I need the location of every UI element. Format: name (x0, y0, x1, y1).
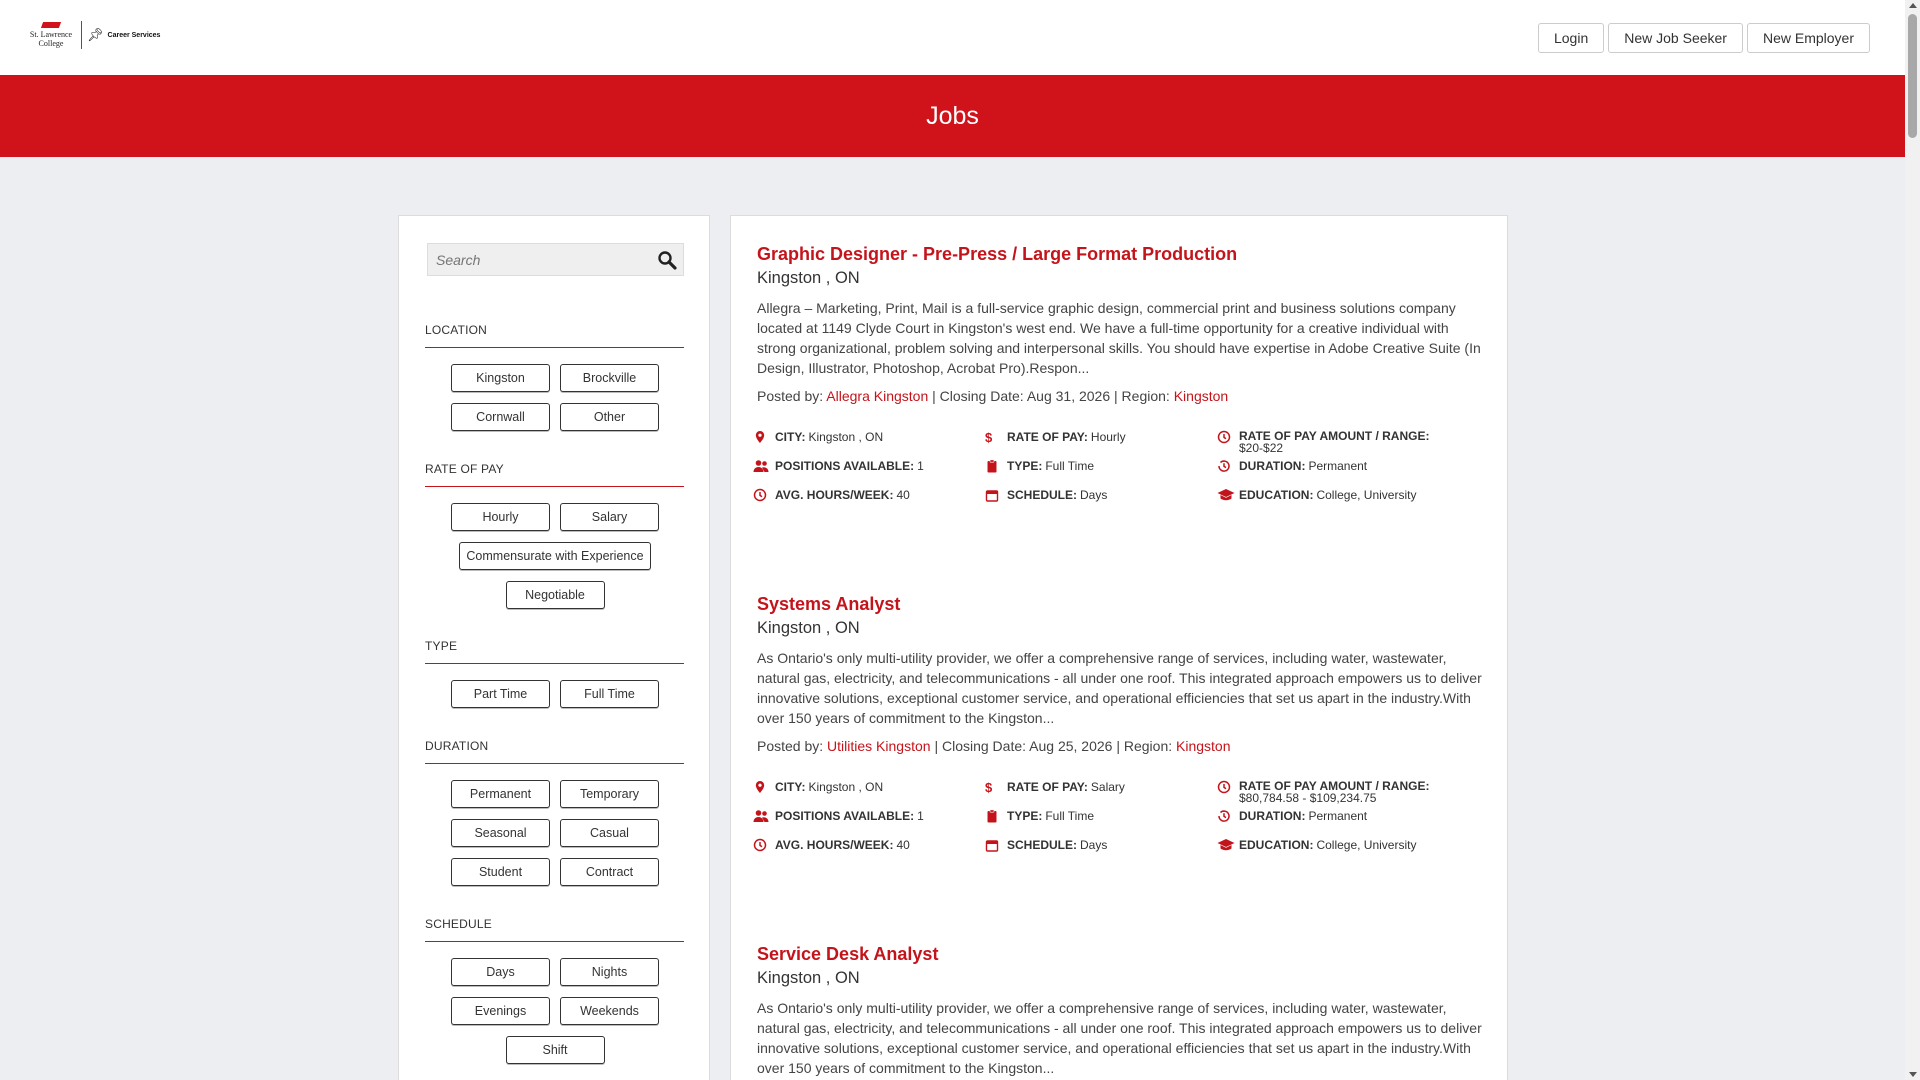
dollar-icon: $ (985, 780, 993, 795)
job-details (753, 430, 1449, 517)
duration-options (435, 780, 675, 886)
filter-permanent[interactable]: Permanent (451, 780, 550, 808)
filter-casual[interactable]: Casual (560, 819, 659, 847)
logo-flag-icon (41, 22, 61, 28)
job-card (757, 594, 1487, 754)
closing-date-label: Closing Date: (939, 388, 1024, 404)
city-label: CITY: (775, 780, 806, 794)
scrollbar-thumb[interactable] (1908, 14, 1917, 138)
job-meta (757, 388, 1487, 404)
job-card (757, 944, 1487, 1078)
filter-other[interactable]: Other (560, 403, 659, 431)
job-title-link[interactable]: Service Desk Analyst (757, 944, 939, 964)
login-button[interactable]: Login (1538, 23, 1604, 53)
city-label: CITY: (775, 430, 806, 444)
page-scrollbar[interactable] (1905, 0, 1920, 1080)
logo-mark (26, 22, 76, 48)
range-value: $80,784.58 - $109,234.75 (1239, 791, 1377, 805)
auth-buttons (1538, 23, 1870, 53)
college-logo[interactable] (26, 20, 160, 50)
dollar-icon: $ (985, 430, 993, 445)
hours-value: 40 (896, 838, 910, 852)
users-icon (753, 459, 775, 476)
education-value: College, University (1316, 488, 1417, 502)
top-bar (0, 0, 1905, 75)
job-location: Kingston , ON (757, 969, 860, 987)
rate-label: RATE OF PAY: (1007, 780, 1088, 794)
calendar-icon (985, 838, 1007, 855)
rate-value: Salary (1090, 780, 1125, 794)
new-employer-button[interactable]: New Employer (1747, 23, 1870, 53)
filter-kingston[interactable]: Kingston (451, 364, 550, 392)
logo-department: Career Services (107, 31, 161, 39)
duration-value: Permanent (1308, 809, 1368, 823)
schedule-value: Days (1080, 488, 1108, 502)
type-filter (425, 639, 684, 708)
city-value: Kingston , ON (808, 780, 884, 794)
detail-education (1217, 838, 1449, 867)
logo-divider (81, 21, 82, 49)
filter-sidebar (398, 215, 710, 1080)
rate-filter-title: RATE OF PAY (425, 462, 684, 487)
positions-label: POSITIONS AVAILABLE: (775, 809, 915, 823)
schedule-options (435, 958, 675, 1064)
employer-link[interactable]: Allegra Kingston (826, 388, 929, 404)
map-pin-icon (753, 430, 775, 447)
rate-value: Hourly (1090, 430, 1126, 444)
job-title-link[interactable]: Systems Analyst (757, 594, 901, 614)
filter-commensurate[interactable]: Commensurate with Experience (459, 542, 650, 570)
region-link[interactable]: Kingston (1176, 738, 1231, 754)
detail-range (1217, 780, 1449, 809)
job-location: Kingston , ON (757, 619, 860, 637)
type-label: TYPE: (1007, 459, 1043, 473)
job-description: As Ontario's only multi-utility provider, we offer a comprehensive range of services, including water, wastewater, natural gas, electricity, and telecommunications - all under one roof. This integrated approach empowers us to deliver innovative solutions, exceptional customer service, and operational efficiencies that set us apart in the industry.With over 150 years of commitment to the Kingston... (757, 1000, 1482, 1076)
detail-rate (985, 780, 1217, 809)
users-icon (753, 809, 775, 826)
duration-label: DURATION: (1239, 459, 1306, 473)
detail-city (753, 780, 985, 809)
education-label: EDUCATION: (1239, 838, 1314, 852)
schedule-filter (425, 917, 684, 1064)
hours-label: AVG. HOURS/WEEK: (775, 838, 894, 852)
detail-schedule (985, 488, 1217, 517)
filter-negotiable[interactable]: Negotiable (506, 581, 605, 609)
filter-full-time[interactable]: Full Time (560, 680, 659, 708)
detail-hours (753, 488, 985, 517)
search-box (427, 243, 684, 276)
filter-shift[interactable]: Shift (506, 1036, 605, 1064)
range-value: $20-$22 (1239, 441, 1284, 455)
page-title: Jobs (926, 101, 979, 130)
job-description: Allegra – Marketing, Print, Mail is a full-service graphic design, commercial print and business solutions company located at 1149 Clyde Court in Kingston's west end. We have a full-time opportunity for a creative individual with strong organizational, problem solving and interpersonal skills. You should have expertise in Adobe Creative Suite (In Design, Illustrator, Photoshop, Acrobat Pro).Respon... (757, 300, 1481, 376)
filter-part-time[interactable]: Part Time (451, 680, 550, 708)
detail-city (753, 430, 985, 459)
duration-filter-title: DURATION (425, 739, 684, 764)
location-filter-title: LOCATION (425, 323, 684, 348)
separator: | (932, 388, 936, 404)
rate-options (435, 503, 675, 609)
job-listings (730, 215, 1508, 1080)
location-filter (425, 323, 684, 431)
detail-duration (1217, 459, 1449, 488)
type-options (435, 680, 675, 708)
job-card (757, 244, 1487, 404)
clipboard-icon (985, 459, 1007, 476)
type-value: Full Time (1045, 809, 1095, 823)
scroll-down-arrow-icon[interactable] (1909, 1072, 1917, 1077)
detail-type (985, 809, 1217, 838)
filter-contract[interactable]: Contract (560, 858, 659, 886)
region-link[interactable]: Kingston (1173, 388, 1229, 404)
graduation-cap-icon (1217, 488, 1239, 505)
search-icon[interactable] (651, 244, 683, 275)
logo-college-name: St. Lawrence College (29, 30, 73, 48)
filter-brockville[interactable]: Brockville (560, 364, 659, 392)
separator: | (934, 738, 939, 754)
job-description: As Ontario's only multi-utility provider, we offer a comprehensive range of services, including water, wastewater, natural gas, electricity, and telecommunications - all under one roof. This integrated approach empowers us to deliver innovative solutions, exceptional customer service, and operational efficiencies that set us apart in the industry.With over 150 years of commitment to the Kingston... (757, 650, 1482, 726)
positions-value: 1 (917, 459, 924, 473)
city-value: Kingston , ON (808, 430, 884, 444)
graduation-cap-icon (1217, 838, 1239, 855)
pushpin-icon: 📌︎ (87, 27, 104, 42)
job-meta (757, 738, 1487, 754)
range-label: RATE OF PAY AMOUNT / RANGE: (1239, 429, 1430, 443)
detail-type (985, 459, 1217, 488)
positions-label: POSITIONS AVAILABLE: (775, 459, 915, 473)
filter-days[interactable]: Days (451, 958, 550, 986)
closing-date: Aug 25, 2026 (1029, 738, 1113, 754)
filter-hourly[interactable]: Hourly (451, 503, 550, 531)
filter-student[interactable]: Student (451, 858, 550, 886)
filter-evenings[interactable]: Evenings (451, 997, 550, 1025)
education-label: EDUCATION: (1239, 488, 1314, 502)
detail-duration (1217, 809, 1449, 838)
scroll-up-arrow-icon[interactable] (1909, 3, 1917, 8)
education-value: College, University (1316, 838, 1417, 852)
filter-salary[interactable]: Salary (560, 503, 659, 531)
detail-hours (753, 838, 985, 867)
schedule-label: SCHEDULE: (1007, 838, 1078, 852)
type-value: Full Time (1045, 459, 1095, 473)
filter-temporary[interactable]: Temporary (560, 780, 659, 808)
detail-rate (985, 430, 1217, 459)
schedule-label: SCHEDULE: (1007, 488, 1078, 502)
clock-icon (1217, 780, 1239, 797)
job-details (753, 780, 1449, 867)
clipboard-icon (985, 809, 1007, 826)
clock-icon (1217, 430, 1239, 447)
separator: | (1114, 388, 1118, 404)
posted-by-label: Posted by: (757, 738, 824, 754)
hours-label: AVG. HOURS/WEEK: (775, 488, 894, 502)
calendar-icon (985, 488, 1007, 505)
closing-date: Aug 31, 2026 (1026, 388, 1111, 404)
employer-link[interactable]: Utilities Kingston (827, 738, 931, 754)
type-filter-title: TYPE (425, 639, 684, 664)
filter-nights[interactable]: Nights (560, 958, 659, 986)
duration-value: Permanent (1308, 459, 1368, 473)
job-location: Kingston , ON (757, 269, 860, 287)
duration-filter (425, 739, 684, 886)
clock-icon (753, 488, 775, 505)
hours-value: 40 (896, 488, 910, 502)
rate-filter (425, 462, 684, 609)
new-job-seeker-button[interactable]: New Job Seeker (1608, 23, 1743, 53)
posted-by-label: Posted by: (757, 388, 824, 404)
rate-label: RATE OF PAY: (1007, 430, 1088, 444)
detail-education (1217, 488, 1449, 517)
detail-positions (753, 809, 985, 838)
duration-label: DURATION: (1239, 809, 1306, 823)
map-pin-icon (753, 780, 775, 797)
clock-icon (753, 838, 775, 855)
type-label: TYPE: (1007, 809, 1043, 823)
history-icon (1217, 459, 1239, 476)
region-label: Region: (1123, 738, 1173, 754)
filter-seasonal[interactable]: Seasonal (451, 819, 550, 847)
job-title-link[interactable]: Graphic Designer - Pre-Press / Large Format Production (757, 244, 1238, 264)
separator: | (1116, 738, 1120, 754)
closing-date-label: Closing Date: (941, 738, 1027, 754)
detail-positions (753, 459, 985, 488)
schedule-value: Days (1080, 838, 1108, 852)
detail-schedule (985, 838, 1217, 867)
filter-cornwall[interactable]: Cornwall (451, 403, 550, 431)
search-input[interactable] (428, 244, 651, 275)
filter-weekends[interactable]: Weekends (560, 997, 659, 1025)
history-icon (1217, 809, 1239, 826)
schedule-filter-title: SCHEDULE (425, 917, 684, 942)
region-label: Region: (1121, 388, 1170, 404)
page-banner (0, 75, 1905, 157)
location-options (435, 364, 675, 431)
detail-range (1217, 430, 1449, 459)
range-label: RATE OF PAY AMOUNT / RANGE: (1239, 779, 1430, 793)
positions-value: 1 (917, 809, 924, 823)
